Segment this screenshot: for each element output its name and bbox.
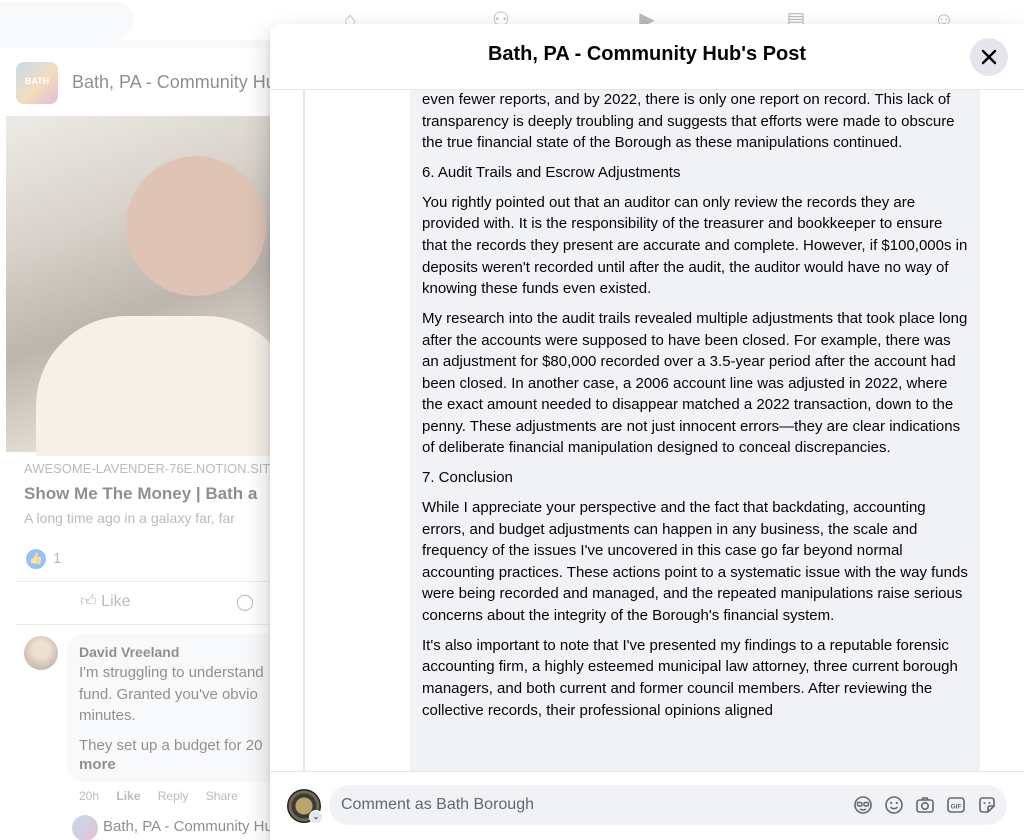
section-heading: 7. Conclusion — [422, 469, 513, 487]
modal-header — [270, 24, 1024, 90]
emoji-icon[interactable] — [884, 795, 904, 815]
comment-paragraph: While I appreciate your perspective and the fact that backdating, accounting errors, and budget adjustments can happen in any business, the scale and frequency of the issues I've uncovered in this case go far beyond normal accounting practices. These actions point to a systematic issue with the way funds were being recorded and managed, and the repeated manipulations raise serious concerns about the integrity of the Borough's financial system. — [422, 499, 968, 624]
section-heading: 6. Audit Trails and Escrow Adjustments — [422, 163, 681, 181]
modal-title: Bath, PA - Community Hub's Post — [487, 43, 807, 65]
chevron-down-icon[interactable]: ⌄ — [309, 810, 323, 824]
avatar-sticker-icon[interactable] — [853, 795, 873, 815]
composer-icons — [853, 795, 997, 815]
reply-comment-text — [422, 90, 968, 729]
comment-placeholder: Comment as Bath Borough — [341, 796, 534, 813]
close-button[interactable] — [970, 38, 1008, 76]
close-icon — [980, 48, 998, 66]
comment-paragraph: It's also important to note that I've presented my findings to a reputable forensic accounting firm, a highly esteemed municipal law attorney, three current borough managers, and both current and former council members. After reviewing the collective records, their professional opinions aligned — [422, 636, 958, 719]
gif-icon[interactable] — [946, 795, 966, 815]
comment-paragraph: even fewer reports, and by 2022, there is only one report on record. This lack of transparency is deeply troubling and suggests that efforts were made to obscure the true financial state of the Borough as these manipulations continued. — [422, 91, 955, 152]
comment-thread — [270, 90, 1024, 771]
comment-paragraph: My research into the audit trails revealed multiple adjustments that took place long after the accounts were supposed to have been closed. For example, there was an adjustment for $80,000 recorded over a 3.5-year period after the account had been closed. In another case, a 2006 account line was adjusted in 2022, where the exact amount needed to disappear matched a 2022 transaction, down to the penny. These adjustments are not just innocent errors—they are clear indications of deliberate financial manipulation designed to conceal discrepancies. — [422, 309, 968, 457]
svg-text:GIF: GIF — [950, 803, 962, 811]
comment-paragraph: You rightly pointed out that an auditor can only review the records they are provided with. It is the responsibility of the treasurer and bookkeeper to ensure that the records they present are accurate and complete. However, if $100,000s in deposits weren't recorded until after the audit, the auditor would have no way of knowing these funds even existed. — [422, 193, 968, 298]
comment-input[interactable] — [329, 785, 1007, 825]
comment-composer — [270, 771, 1024, 840]
post-modal — [270, 24, 1024, 840]
camera-icon[interactable] — [915, 795, 935, 815]
sticker-icon[interactable] — [977, 795, 997, 815]
thread-line — [303, 90, 305, 771]
